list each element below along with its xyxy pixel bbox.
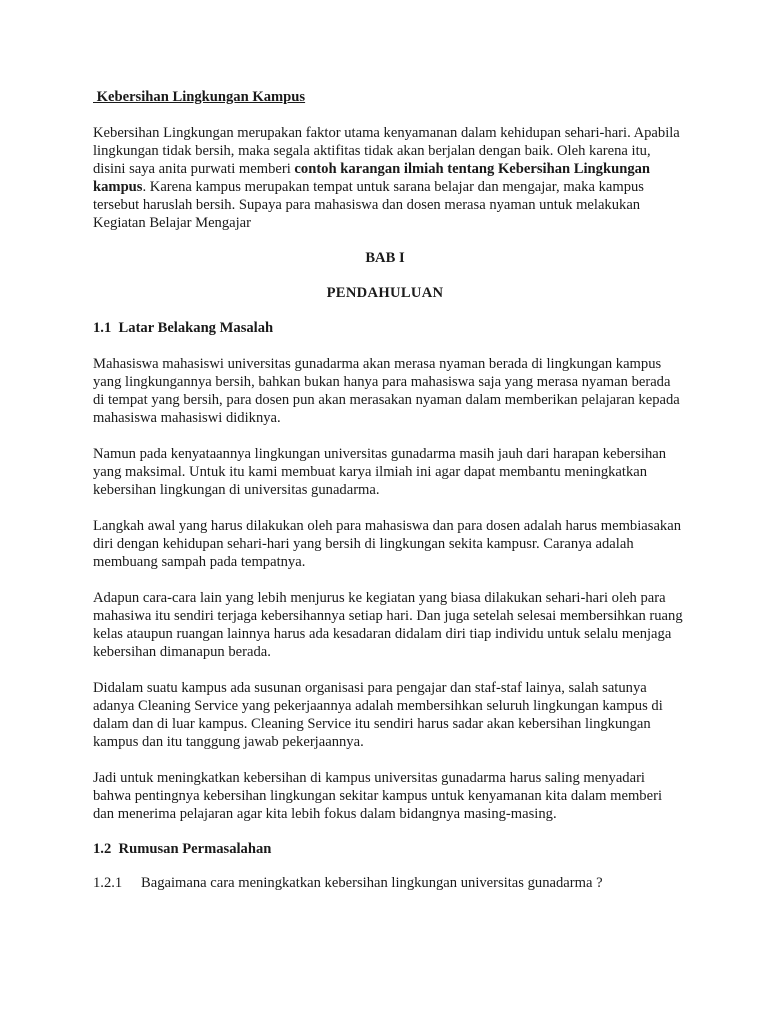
chapter-title: PENDAHULUAN <box>326 285 444 301</box>
intro-paragraph <box>93 124 683 232</box>
body-paragraph: Mahasiswa mahasiswi universitas gunadarma akan merasa nyaman berada di lingkungan kampus yang lingkungannya bersih, bahkan bukan hanya para mahasiswa saja yang merasa nyaman berada di tempat yang bersih, para dosen pun akan merasakan nyaman dalam memberikan pelajaran kepada mahasiswa mahasiswi didiknya. <box>93 356 680 426</box>
list-item-text: Bagaimana cara meningkatkan kebersihan lingkungan universitas gunadarma ? <box>141 875 603 891</box>
intro-text-end: . Karena kampus merupakan tempat untuk sarana belajar dan mengajar, maka kampus tersebut haruslah bersih. Supaya para mahasiswa dan dosen merasa nyaman untuk melakukan Kegiatan Belajar Mengajar <box>93 179 644 231</box>
intro-bold-link-text: contoh karangan ilmiah tentang Kebersihan Lingkungan kampus <box>93 161 651 195</box>
body-paragraph: Namun pada kenyataannya lingkungan universitas gunadarma masih jauh dari harapan kebersihan yang maksimal. Untuk itu kami membuat karya ilmiah ini agar dapat membantu meningkatkan kebersihan lingkungan di universitas gunadarma. <box>93 446 667 498</box>
chapter-label: BAB I <box>365 250 405 266</box>
body-paragraph: Adapun cara-cara lain yang lebih menjurus ke kegiatan yang biasa dilakukan sehari-hari oleh para mahasiwa itu sendiri terjaga kebersihannya setiap hari. Dan juga setelah selesai membersihkan ruang kelas ataupun ruangan lainnya harus ada kesadaran didalam diri tiap individu untuk selalu menjaga kebersihan dimanapun berada. <box>93 590 683 660</box>
body-paragraph: Didalam suatu kampus ada susunan organisasi para pengajar dan staf-staf lainya, salah satunya adanya Cleaning Service yang pekerjaannya adalah membersihkan seluruh lingkungan kampus di dalam dan di luar kampus. Cleaning Service itu sendiri harus sadar akan kebersihan lingkungan kampus dan itu tanggung jawab pekerjaannya. <box>93 680 663 750</box>
list-item <box>93 874 768 892</box>
section-heading-1-2: 1.2 Rumusan Permasalahan <box>93 841 272 857</box>
body-paragraph: Jadi untuk meningkatkan kebersihan di kampus universitas gunadarma harus saling menyadari bahwa pentingnya kebersihan lingkungan sekitar kampus untuk kenyamanan kita dalam memberi dan menerima pelajaran agar kita lebih fokus dalam bidangnya masing-masing. <box>93 770 662 822</box>
body-paragraph: Langkah awal yang harus dilakukan oleh para mahasiswa dan para dosen adalah harus membiasakan diri dengan kehidupan sehari-hari yang bersih di lingkungan sekita kampusr. Caranya adalah membuang sampah pada tempatnya. <box>93 518 681 570</box>
document-title: Kebersihan Lingkungan Kampus <box>93 89 306 105</box>
section-heading-1-1: 1.1 Latar Belakang Masalah <box>93 320 274 336</box>
intro-text-start: Kebersihan Lingkungan merupakan faktor utama kenyamanan dalam kehidupan sehari-hari. Apabila lingkungan tidak bersih, maka segala aktifitas tidak akan berjalan dengan baik. Oleh karena itu, disini saya anita purwati memberi <box>93 125 680 177</box>
list-item-number: 1.2.1 <box>93 875 123 891</box>
